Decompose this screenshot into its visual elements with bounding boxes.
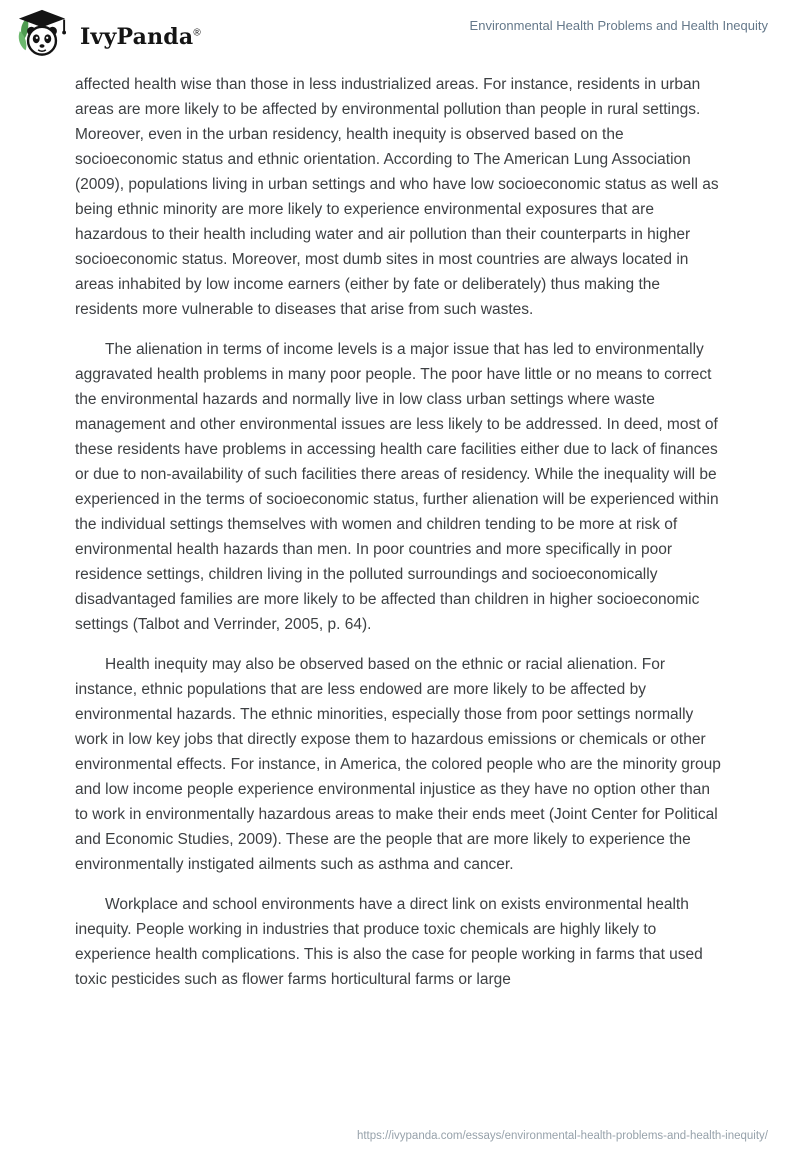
page-footer xyxy=(0,1126,768,1144)
panda-graduate-icon xyxy=(16,8,68,58)
page-header xyxy=(0,0,800,62)
essay-paragraph: Health inequity may also be observed based on the ethnic or racial alienation. For instance, ethnic populations that are less endowed are more likely to be affected by environmental hazards. The ethnic minorities, especially those from poor settings normally work in low key jobs that directly expose them to hazardous emissions or chemicals or other environmental effects. For instance, in America, the colored people who are the minority group and low income people experience environmental injustice as they have no option other than to work in environmentally hazardous areas to make their ends meet (Joint Center for Political and Economic Studies, 2009). These are the people that are more likely to experience the environmentally instigated ailments such as asthma and cancer. xyxy=(75,656,721,873)
essay-paragraph: Workplace and school environments have a direct link on exists environmental health inequity. People working in industries that produce toxic chemicals are highly likely to experience health complications. This is also the case for people working in farms that used toxic pesticides such as flower farms horticultural farms or large xyxy=(75,896,703,988)
page-title: Environmental Health Problems and Health Inequity xyxy=(469,18,768,33)
registered-trademark: ® xyxy=(193,27,201,39)
ivypanda-logo[interactable] xyxy=(16,8,201,58)
essay-body xyxy=(75,72,722,1007)
essay-paragraph: The alienation in terms of income levels is a major issue that has led to environmentally aggravated health problems in many poor people. The poor have little or no means to correct the environmental hazards and normally live in low class urban settings where waste management and other environmental issues are less likely to be addressed. In deed, most of these residents have problems in accessing health care facilities either due to lack of finances or due to non-availability of such facilities there areas of residency. While the inequality will be experienced in the terms of socioeconomic status, further alienation will be experienced within the individual settings themselves with women and children tending to be more at risk of environmental health hazards than men. In poor countries and more specifically in poor residence settings, children living in the polluted surroundings and socioeconomically disadvantaged families are more likely to be affected than children in higher socioeconomic settings (Talbot and Verrinder, 2005, p. 64). xyxy=(75,341,719,633)
brand-name: IvyPanda® xyxy=(80,24,201,50)
essay-paragraph: affected health wise than those in less industrialized areas. For instance, residents in urban areas are more likely to be affected by environmental pollution than people in rural settings. Moreover, even in the urban residency, health inequity is observed based on the socioeconomic status and ethnic orientation. According to The American Lung Association (2009), populations living in urban settings and who have low socioeconomic status as well as being ethnic minority are more likely to experience environmental exposures that are hazardous to their health including water and air pollution than their counterparts in higher socioeconomic status. Moreover, most dumb sites in most countries are always located in areas inhabited by low income earners (either by fate or deliberately) thus making the residents more vulnerable to diseases that arise from such wastes. xyxy=(75,76,719,318)
source-url-link[interactable]: https://ivypanda.com/essays/environmental-health-problems-and-health-inequity/ xyxy=(356,1130,768,1142)
